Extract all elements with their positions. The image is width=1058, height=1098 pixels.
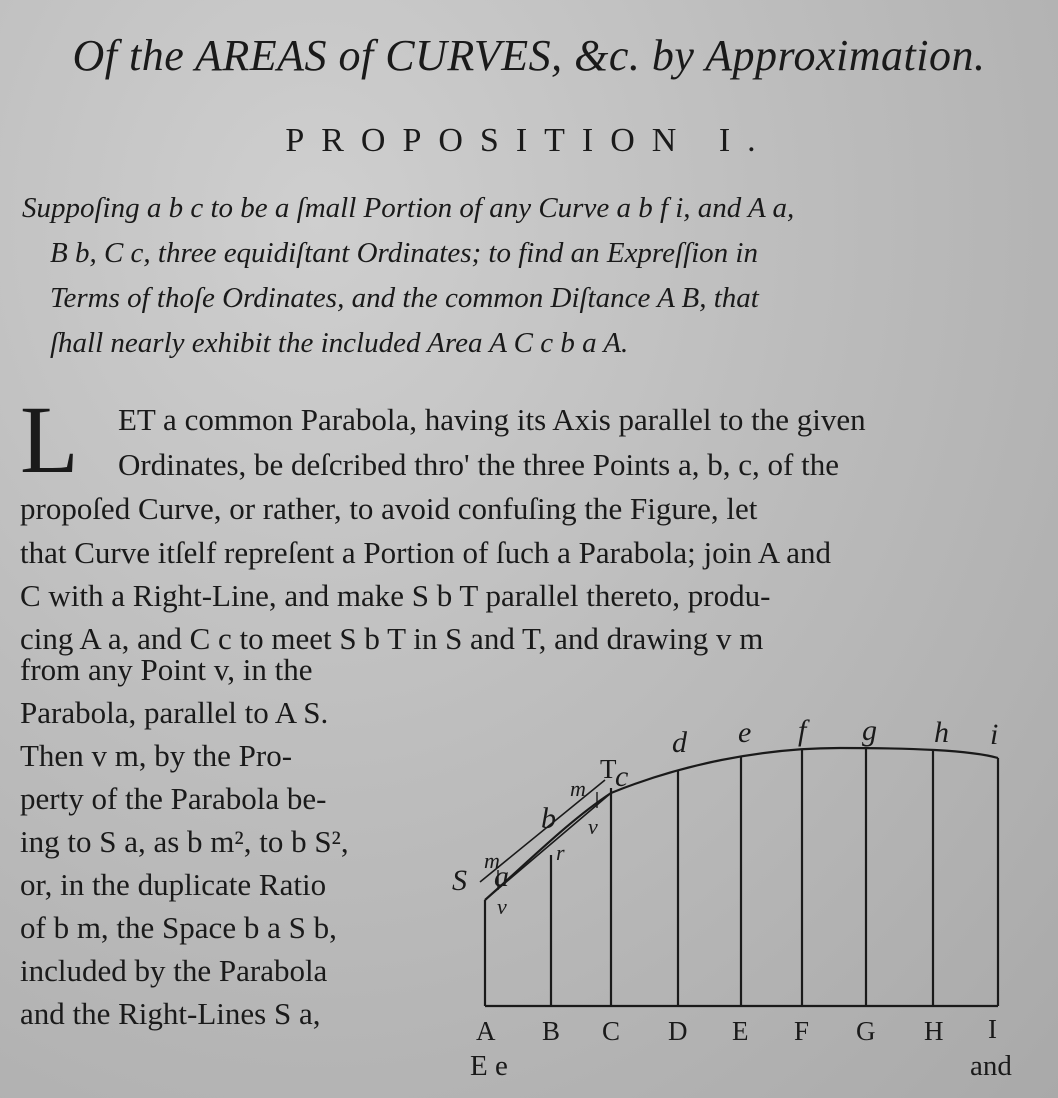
body-line-narrow: ing to S a, as b m², to b S², — [20, 824, 349, 859]
label-I: I — [988, 1014, 997, 1044]
running-title: Of the AREAS of CURVES, &c. by Approximation. — [72, 31, 986, 80]
enunciation-line: B b, C c, three equidiſtant Ordinates; to find an Expreſſion in — [50, 237, 758, 269]
signature-mark: E e — [470, 1050, 508, 1082]
body-line-narrow: Then v m, by the Pro- — [20, 738, 293, 773]
label-m-left: m — [484, 848, 500, 873]
label-d: d — [672, 726, 687, 759]
body-line: cing A a, and C c to meet S b T in S and T, and drawing v m — [20, 621, 764, 656]
body-line-narrow: perty of the Parabola be- — [20, 781, 327, 816]
body-line-narrow: and the Right-Lines S a, — [20, 996, 321, 1031]
proposition-heading: PROPOSITION I. — [285, 122, 773, 159]
label-a: a — [494, 860, 509, 893]
body-line: propoſed Curve, or rather, to avoid confuſing the Figure, let — [20, 491, 758, 526]
parabola-figure — [440, 710, 1040, 1050]
label-i: i — [990, 718, 999, 751]
enunciation-line: Terms of thoſe Ordinates, and the common Diſtance A B, that — [50, 282, 759, 314]
label-F: F — [794, 1016, 810, 1046]
label-G: G — [856, 1016, 876, 1046]
body-line-narrow: from any Point v, in the — [20, 652, 313, 687]
body-line-narrow: of b m, the Space b a S b, — [20, 910, 337, 945]
body-line: C with a Right-Line, and make S b T parallel thereto, produ- — [20, 578, 771, 613]
body-line: ET a common Parabola, having its Axis parallel to the given — [118, 402, 866, 437]
label-e: e — [738, 716, 752, 749]
label-m-right: m — [570, 776, 586, 801]
catchword: and — [970, 1050, 1012, 1082]
label-C: C — [602, 1016, 621, 1046]
drop-cap: L — [20, 386, 79, 493]
label-E: E — [732, 1016, 749, 1046]
label-b: b — [541, 802, 556, 835]
label-H: H — [924, 1016, 944, 1046]
label-g: g — [862, 714, 877, 747]
body-line-narrow: Parabola, parallel to A S. — [20, 695, 329, 730]
label-v-left: v — [497, 894, 507, 919]
body-line-narrow: included by the Parabola — [20, 953, 328, 988]
label-S: S — [452, 864, 467, 897]
label-v-right: v — [588, 814, 598, 839]
label-f: f — [798, 714, 807, 747]
body-line-narrow: or, in the duplicate Ratio — [20, 867, 327, 902]
label-B: B — [542, 1016, 561, 1046]
label-c: c — [615, 760, 629, 793]
label-D: D — [668, 1016, 688, 1046]
label-A: A — [476, 1016, 496, 1046]
body-line: Ordinates, be deſcribed thro' the three Points a, b, c, of the — [118, 447, 839, 482]
label-h: h — [934, 716, 949, 749]
label-T: T — [600, 754, 617, 784]
body-line: that Curve itſelf repreſent a Portion of ſuch a Parabola; join A and — [20, 535, 831, 570]
label-r: r — [556, 840, 565, 865]
enunciation-line: ſhall nearly exhibit the included Area A C c b a A. — [50, 327, 629, 359]
enunciation-line: Suppoſing a b c to be a ſmall Portion of any Curve a b f i, and A a, — [22, 192, 795, 224]
